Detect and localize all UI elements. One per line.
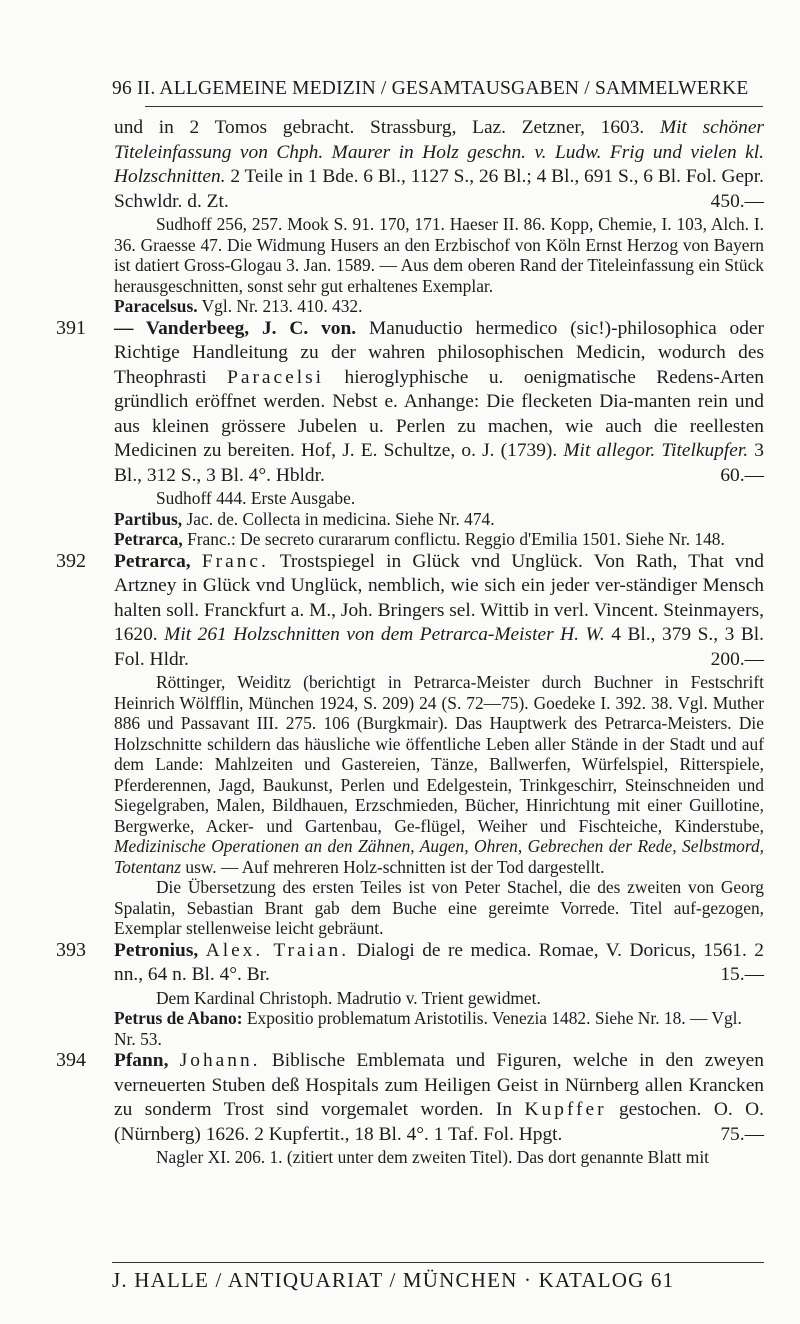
entry-number: 393	[56, 938, 86, 961]
xref-text: Jac. de. Collecta in medicina. Siehe Nr. 474.	[186, 508, 495, 529]
note-text: , die des zweiten von Georg Spalatin, Sebastian Brant gab dem Buche eine gereimte Vorrede. Titel auf-gezogen, Exemplar stellenweise leicht gebräunt.	[114, 877, 764, 938]
cross-reference	[114, 509, 764, 530]
entry-note	[114, 877, 764, 939]
entry-price: 75.—	[720, 1123, 764, 1145]
entry-text: hieroglyphische u. oenigmatische Redens-Arten gründlich eröffnet werden. Nebst e. Anhange: Die flecketen Dia-manten rein und aus kleinen grössere Jubelen u. Perlen zu machen, wie auch die reellesten Medicinen zu bereiten. Hof, J. E. Schultze, o. J. (1739).	[114, 366, 764, 461]
entry-spaced-text: Franc.	[201, 550, 269, 572]
xref-text: Expositio problematum Aristotilis. Venezia 1482. Siehe Nr. 18. — Vgl. Nr. 53.	[114, 1008, 742, 1049]
entry-price: 200.—	[710, 648, 764, 670]
xref-text: Vgl. Nr. 213. 410. 432.	[201, 296, 363, 316]
entry-main-text	[114, 317, 764, 489]
footer-rule	[112, 1262, 764, 1263]
entry-author: Petrarca,	[114, 550, 191, 572]
xref-text: De secreto curararum conflictu. Reggio d'Emilia 1501. Siehe Nr. 148.	[240, 529, 725, 549]
entry-author: — Vanderbeeg, J. C. von.	[114, 317, 357, 339]
entry-collation: 3 Bl., 312 S., 3 Bl. 4°. Hbldr.	[114, 440, 764, 486]
entry-continuation	[114, 116, 764, 317]
entry-391	[56, 316, 764, 550]
entry-price: 60.—	[720, 464, 764, 486]
entry-392	[56, 549, 764, 939]
entry-main-text	[114, 1049, 764, 1147]
entry-text: Biblische Emblemata und Figuren, welche in den zweyen verneuerten Stuben deß Hospitals zum Heiligen Geist in Nürnberg allen Krancken zu sonderm Trost sind vorgemalet worden. In	[114, 1050, 764, 1120]
entry-spaced-text: Kupffer	[524, 1099, 607, 1120]
note-text: usw. — Auf mehreren Holz-schnitten ist der Tod dargestellt.	[185, 856, 605, 877]
note-text: Röttinger, Weiditz (berichtigt in Petrarca-Meister durch Buchner in Festschrift Heinrich Wölfflin, München 1924, S. 209) 24 (S. 72—75). Goedeke I. 392. 38. Vgl. Muther 886 und Passavant III. 275. 106 (Burgkmair). Das Hauptwerk des Petrarca-Meisters. Die Holzschnitte schildern das häusliche wie öffentliche Leben aller Stände in der Stadt und auf dem Lande: Mahlzeiten und Gastereien, Tänze, Ballwerfen, Würfelspiel, Ritterspiele, Pferderennen, Jagd, Baukunst, Perlen und Edelgestein, Trinkgeschirr, Steinschneiden und Siegelgraben, Malen, Bildhauen, Erzschmieden, Bücher, Hinrichtung mit einer Guillotine, Bergwerke, Acker- und Gartenbau, Ge-flügel, Weiher und Fischteiche, Kinderstube,	[114, 672, 764, 836]
entry-note	[114, 672, 764, 877]
entry-text: und in 2 Tomos gebracht. Strassburg, Laz. Zetzner, 1603.	[114, 117, 645, 138]
entry-394	[56, 1049, 764, 1168]
entry-text: Dialogi de re medica. Romae, V. Doricus, 1561. 2 nn., 64 n. Bl. 4°. Br.	[114, 939, 764, 985]
xref-name: Petrarca,	[114, 529, 183, 549]
entry-author: Pfann,	[114, 1050, 169, 1071]
entry-note: Sudhoff 256, 257. Mook S. 91. 170, 171. Haeser II. 86. Kopp, Chemie, I. 103, Alch. I. 36. Graesse 47. Die Widmung Husers an den Erzbischof von Köln Ernst Herzog von Bayern ist datiert Gross-Glogau 3. Jan. 1589. — Aus dem oberen Rand der Titeleinfassung ein Stück herausgeschnitten, sonst sehr gut erhaltenes Exemplar.	[114, 214, 764, 296]
entry-note: Dem Kardinal Christoph. Madrutio v. Trient gewidmet.	[156, 987, 541, 1008]
entry-collation: gestochen. O. O. (Nürnberg) 1626. 2 Kupfertit., 18 Bl. 4°. 1 Taf. Fol. Hpgt.	[114, 1099, 764, 1145]
xref-spaced-text: Franc.:	[187, 529, 236, 549]
entry-number: 394	[56, 1049, 86, 1071]
xref-name: Paracelsus.	[114, 296, 198, 316]
entry-spaced-text: Alex. Traian.	[205, 939, 350, 961]
entry-main-text	[114, 550, 764, 673]
cross-reference	[114, 529, 764, 550]
entry-italic-text: Mit allegor. Titelkupfer.	[563, 440, 749, 461]
xref-name: Petrus de Abano:	[114, 1008, 243, 1028]
header-rule	[145, 106, 763, 107]
entry-spaced-text: Paracelsi	[227, 366, 325, 388]
entry-italic-text: Mit schöner Titeleinfassung von Chph. Maurer in Holz geschn. v. Ludw. Frig und vielen kl. Holzschnitten.	[114, 117, 764, 187]
entry-collation: 4 Bl., 379 S., 3 Bl. Fol. Hldr.	[114, 624, 764, 670]
xref-name: Partibus,	[114, 508, 183, 529]
entry-text: Manuductio hermedico (sic!)-philosophica oder Richtige Handleitung zu der wahren philosophischen Medicin, wodurch des Theophrasti	[114, 317, 764, 388]
page-footer: J. HALLE / ANTIQUARIAT / MÜNCHEN · KATALOG 61	[112, 1268, 675, 1292]
entry-author: Petronius,	[114, 939, 199, 961]
entry-main-text	[114, 116, 764, 214]
entry-main-text	[114, 939, 764, 988]
entry-spaced-text: Johann.	[179, 1050, 261, 1071]
cross-reference	[114, 1008, 764, 1049]
page-body	[56, 116, 764, 1168]
entry-393	[56, 938, 764, 1050]
entry-collation: 2 Teile in 1 Bde. 6 Bl., 1127 S., 26 Bl.; 4 Bl., 691 S., 6 Bl. Fol. Gepr. Schwldr. d. Zt.	[114, 166, 764, 212]
page-header: 96 II. ALLGEMEINE MEDIZIN / GESAMTAUSGABEN / SAMMELWERKE	[112, 78, 749, 99]
entry-text: Trostspiegel in Glück vnd Unglück. Von Rath, That vnd Artzney in Glück vnd Unglück, nemblich, wie sich ein jeder ver-ständiger Mensch halten soll. Franckfurt a. M., Joh. Bringers sel. Wittib in verl. Vincent. Steinmayers, 1620.	[114, 550, 764, 645]
note-spaced-text: Stachel	[506, 877, 559, 897]
cross-reference	[114, 296, 764, 317]
entry-price: 450.—	[710, 190, 764, 212]
note-text: Die Übersetzung des ersten Teiles ist von Peter	[156, 877, 501, 897]
entry-price: 15.—	[720, 964, 764, 985]
entry-number: 392	[56, 549, 86, 572]
entry-number: 391	[56, 316, 86, 339]
entry-note: Sudhoff 444. Erste Ausgabe.	[156, 488, 356, 508]
note-italic-text: Medizinische Operationen an den Zähnen, Augen, Ohren, Gebrechen der Rede, Selbstmord, Totentanz	[114, 836, 764, 877]
entry-italic-text: Mit 261 Holzschnitten von dem Petrarca-Meister H. W.	[164, 624, 605, 645]
entry-note: Nagler XI. 206. 1. (zitiert unter dem zweiten Titel). Das dort genannte Blatt mit	[156, 1147, 709, 1167]
